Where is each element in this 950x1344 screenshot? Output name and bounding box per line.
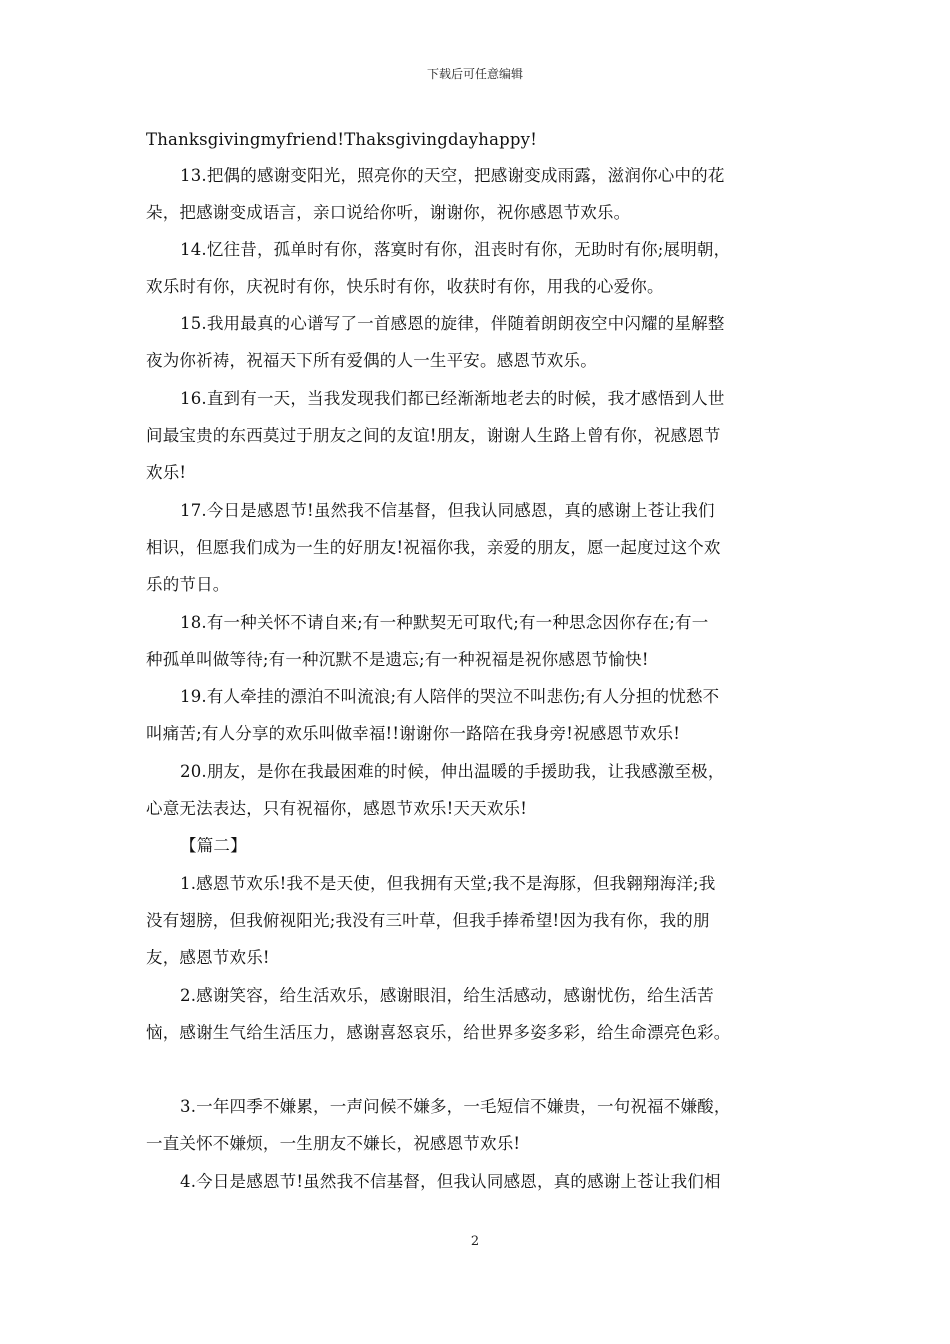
text-line: 心意无法表达，只有祝福你，感恩节欢乐!天天欢乐! <box>146 799 528 818</box>
text-line: 2.感谢笑容，给生活欢乐，感谢眼泪，给生活感动，感谢忧伤，给生活苦 <box>180 986 714 1005</box>
page-number: 2 <box>470 1234 480 1249</box>
text-line: 13.把偶的感谢变阳光，照亮你的天空，把感谢变成雨露，滋润你心中的花 <box>180 166 725 185</box>
text-line: 叫痛苦;有人分享的欢乐叫做幸福!!谢谢你一路陪在我身旁!祝感恩节欢乐! <box>146 724 681 743</box>
text-line: 18.有一种关怀不请自来;有一种默契无可取代;有一种思念因你存在;有一 <box>180 613 709 632</box>
text-line: 20.朋友，是你在我最困难的时候，伸出温暖的手援助我，让我感激至极， <box>180 762 725 781</box>
text-line: 朵，把感谢变成语言，亲口说给你听，谢谢你，祝你感恩节欢乐。 <box>146 203 631 222</box>
text-line: 乐的节日。 <box>146 575 230 594</box>
text-line: 3.一年四季不嫌累，一声问候不嫌多，一毛短信不嫌贵，一句祝福不嫌酸， <box>180 1097 731 1116</box>
text-line: 一直关怀不嫌烦，一生朋友不嫌长，祝感恩节欢乐! <box>146 1134 521 1153</box>
text-line: 间最宝贵的东西莫过于朋友之间的友谊!朋友，谢谢人生路上曾有你，祝感恩节 <box>146 426 721 445</box>
text-line: 种孤单叫做等待;有一种沉默不是遗忘;有一种祝福是祝你感恩节愉快! <box>146 650 649 669</box>
text-line: 相识，但愿我们成为一生的好朋友!祝福你我，亲爱的朋友，愿一起度过这个欢 <box>146 538 721 557</box>
text-line: 15.我用最真的心谱写了一首感恩的旋律，伴随着朗朗夜空中闪耀的星解整 <box>180 314 725 333</box>
text-line: 友，感恩节欢乐! <box>146 948 270 967</box>
page-header: 下载后可任意编辑 <box>426 67 523 81</box>
text-line: 4.今日是感恩节!虽然我不信基督，但我认同感恩，真的感谢上苍让我们相 <box>180 1172 721 1191</box>
text-line: 16.直到有一天，当我发现我们都已经渐渐地老去的时候，我才感悟到人世 <box>180 389 725 408</box>
text-line: 恼，感谢生气给生活压力，感谢喜怒哀乐，给世界多姿多彩，给生命漂亮色彩。 <box>146 1023 731 1042</box>
section-heading: 【篇二】 <box>180 836 247 855</box>
text-line: Thanksgivingmyfriend!Thaksgivingdayhappy! <box>146 130 538 149</box>
text-line: 夜为你祈祷，祝福天下所有爱偶的人一生平安。感恩节欢乐。 <box>146 351 597 370</box>
text-line: 欢乐! <box>146 463 187 482</box>
text-line: 没有翅膀，但我俯视阳光;我没有三叶草，但我手捧希望!因为我有你，我的朋 <box>146 911 710 930</box>
text-line: 17.今日是感恩节!虽然我不信基督，但我认同感恩，真的感谢上苍让我们 <box>180 501 715 520</box>
text-line: 14.忆往昔，孤单时有你，落寞时有你，沮丧时有你，无助时有你;展明朝， <box>180 240 731 259</box>
text-line: 19.有人牵挂的漂泊不叫流浪;有人陪伴的哭泣不叫悲伤;有人分担的忧愁不 <box>180 687 720 706</box>
text-line: 1.感恩节欢乐!我不是天使，但我拥有天堂;我不是海豚，但我翱翔海洋;我 <box>180 874 716 893</box>
text-line: 欢乐时有你，庆祝时有你，快乐时有你，收获时有你，用我的心爱你。 <box>146 277 664 296</box>
